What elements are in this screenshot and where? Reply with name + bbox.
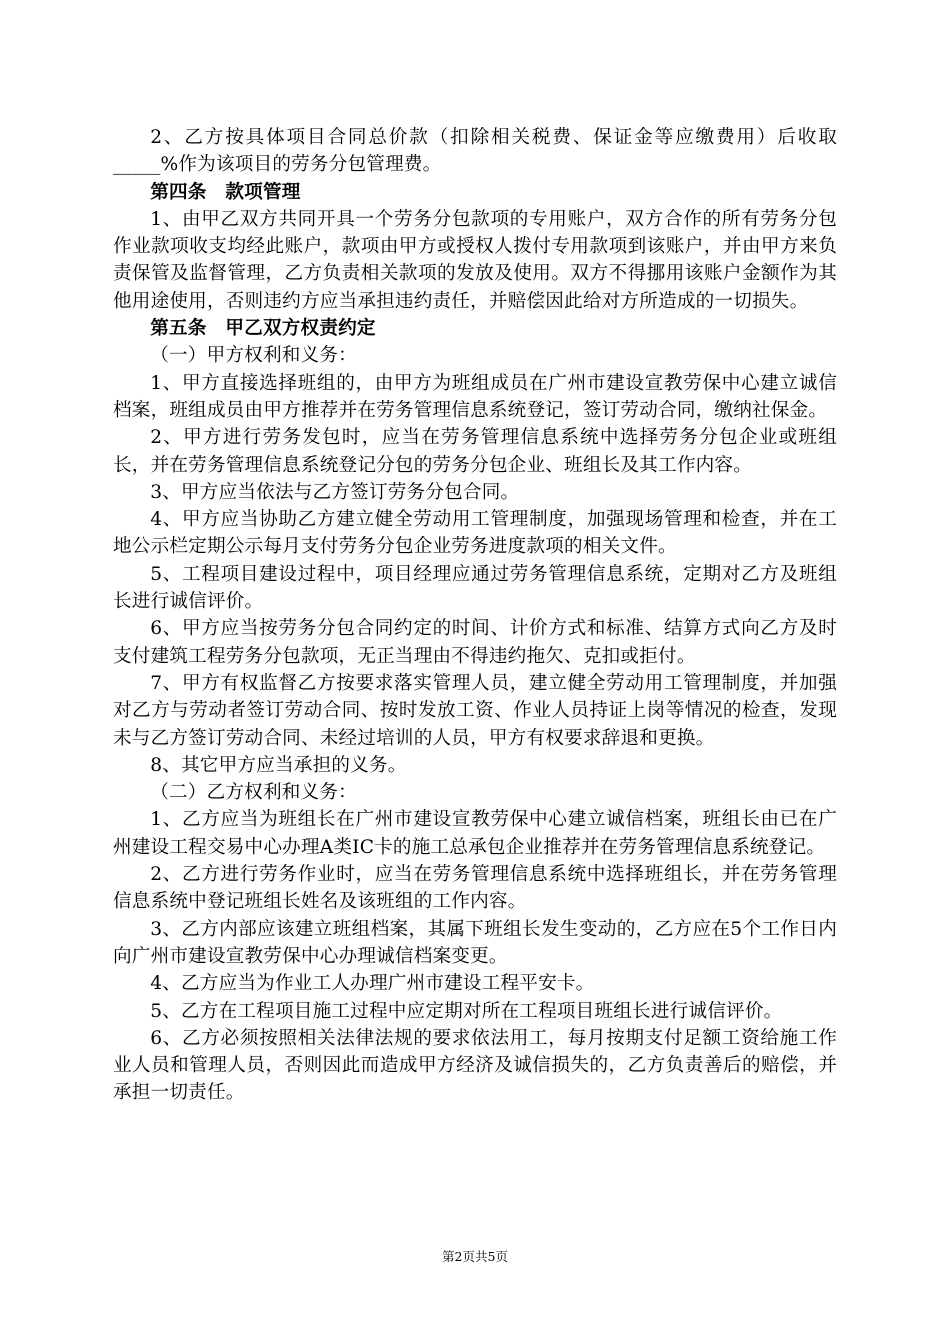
paragraph: （一）甲方权利和义务： [150, 345, 357, 367]
paragraph: 3、甲方应当依法与乙方签订劳务分包合同。 [150, 481, 520, 503]
paragraph: 4、甲方应当协助乙方建立健全劳动用工管理制度，加强现场管理和检查，并在工地公示栏定期公示每月支付劳务分包企业劳务进度款项的相关文件。 [113, 509, 837, 558]
paragraph: 2、乙方进行劳务作业时，应当在劳务管理信息系统中选择班组长，并在劳务管理信息系统中登记班组长姓名及该班组的工作内容。 [113, 864, 837, 913]
paragraph: 2、乙方按具体项目合同总价款（扣除相关税费、保证金等应缴费用）后收取_____%作为该项目的劳务分包管理费。 [113, 127, 837, 176]
paragraph: 1、由甲乙双方共同开具一个劳务分包款项的专用账户，双方合作的所有劳务分包作业款项收支均经此账户，款项由甲方或授权人拨付专用款项到该账户，并由甲方来负责保管及监督管理，乙方负责相关款项的发放及使用。双方不得挪用该账户金额作为其他用途使用，否则违约方应当承担违约责任，并赔偿因此给对方所造成的一切损失。 [113, 208, 837, 312]
paragraph: 3、乙方内部应该建立班组档案，其属下班组长发生变动的，乙方应在5个工作日内向广州市建设宣教劳保中心办理诚信档案变更。 [113, 918, 837, 967]
paragraph: （二）乙方权利和义务： [150, 782, 357, 804]
page-number: 第2页共5页 [442, 1249, 508, 1264]
paragraph: 1、乙方应当为班组长在广州市建设宣教劳保中心建立诚信档案，班组长由已在广州建设工程交易中心办理A类IC卡的施工总承包企业推荐并在劳务管理信息系统登记。 [113, 809, 837, 858]
paragraph: 8、其它甲方应当承担的义务。 [150, 754, 407, 776]
paragraph: 7、甲方有权监督乙方按要求落实管理人员，建立健全劳动用工管理制度，并加强对乙方与劳动者签订劳动合同、按时发放工资、作业人员持证上岗等情况的检查，发现未与乙方签订劳动合同、未经过培训的人员，甲方有权要求辞退和更换。 [113, 672, 837, 749]
paragraph: 2、甲方进行劳务发包时，应当在劳务管理信息系统中选择劳务分包企业或班组长，并在劳务管理信息系统登记分包的劳务分包企业、班组长及其工作内容。 [113, 427, 837, 476]
paragraph: 5、工程项目建设过程中，项目经理应通过劳务管理信息系统，定期对乙方及班组长进行诚信评价。 [113, 563, 837, 613]
paragraph: 6、甲方应当按劳务分包合同约定的时间、计价方式和标准、结算方式向乙方及时支付建筑工程劳务分包款项，无正当理由不得违约拖欠、克扣或拒付。 [113, 618, 837, 667]
section-heading: 第四条 款项管理 [150, 181, 301, 203]
paragraph: 1、甲方直接选择班组的，由甲方为班组成员在广州市建设宣教劳保中心建立诚信档案，班组成员由甲方推荐并在劳务管理信息系统登记，签订劳动合同，缴纳社保金。 [113, 372, 837, 421]
paragraph: 6、乙方必须按照相关法律法规的要求依法用工，每月按期支付足额工资给施工作业人员和管理人员，否则因此而造成甲方经济及诚信损失的，乙方负责善后的赔偿，并承担一切责任。 [113, 1027, 837, 1104]
paragraph: 5、乙方在工程项目施工过程中应定期对所在工程项目班组长进行诚信评价。 [150, 1000, 783, 1022]
document-body [113, 124, 837, 1107]
section-heading: 第五条 甲乙双方权责约定 [150, 318, 376, 340]
paragraph: 4、乙方应当为作业工人办理广州市建设工程平安卡。 [150, 973, 595, 995]
